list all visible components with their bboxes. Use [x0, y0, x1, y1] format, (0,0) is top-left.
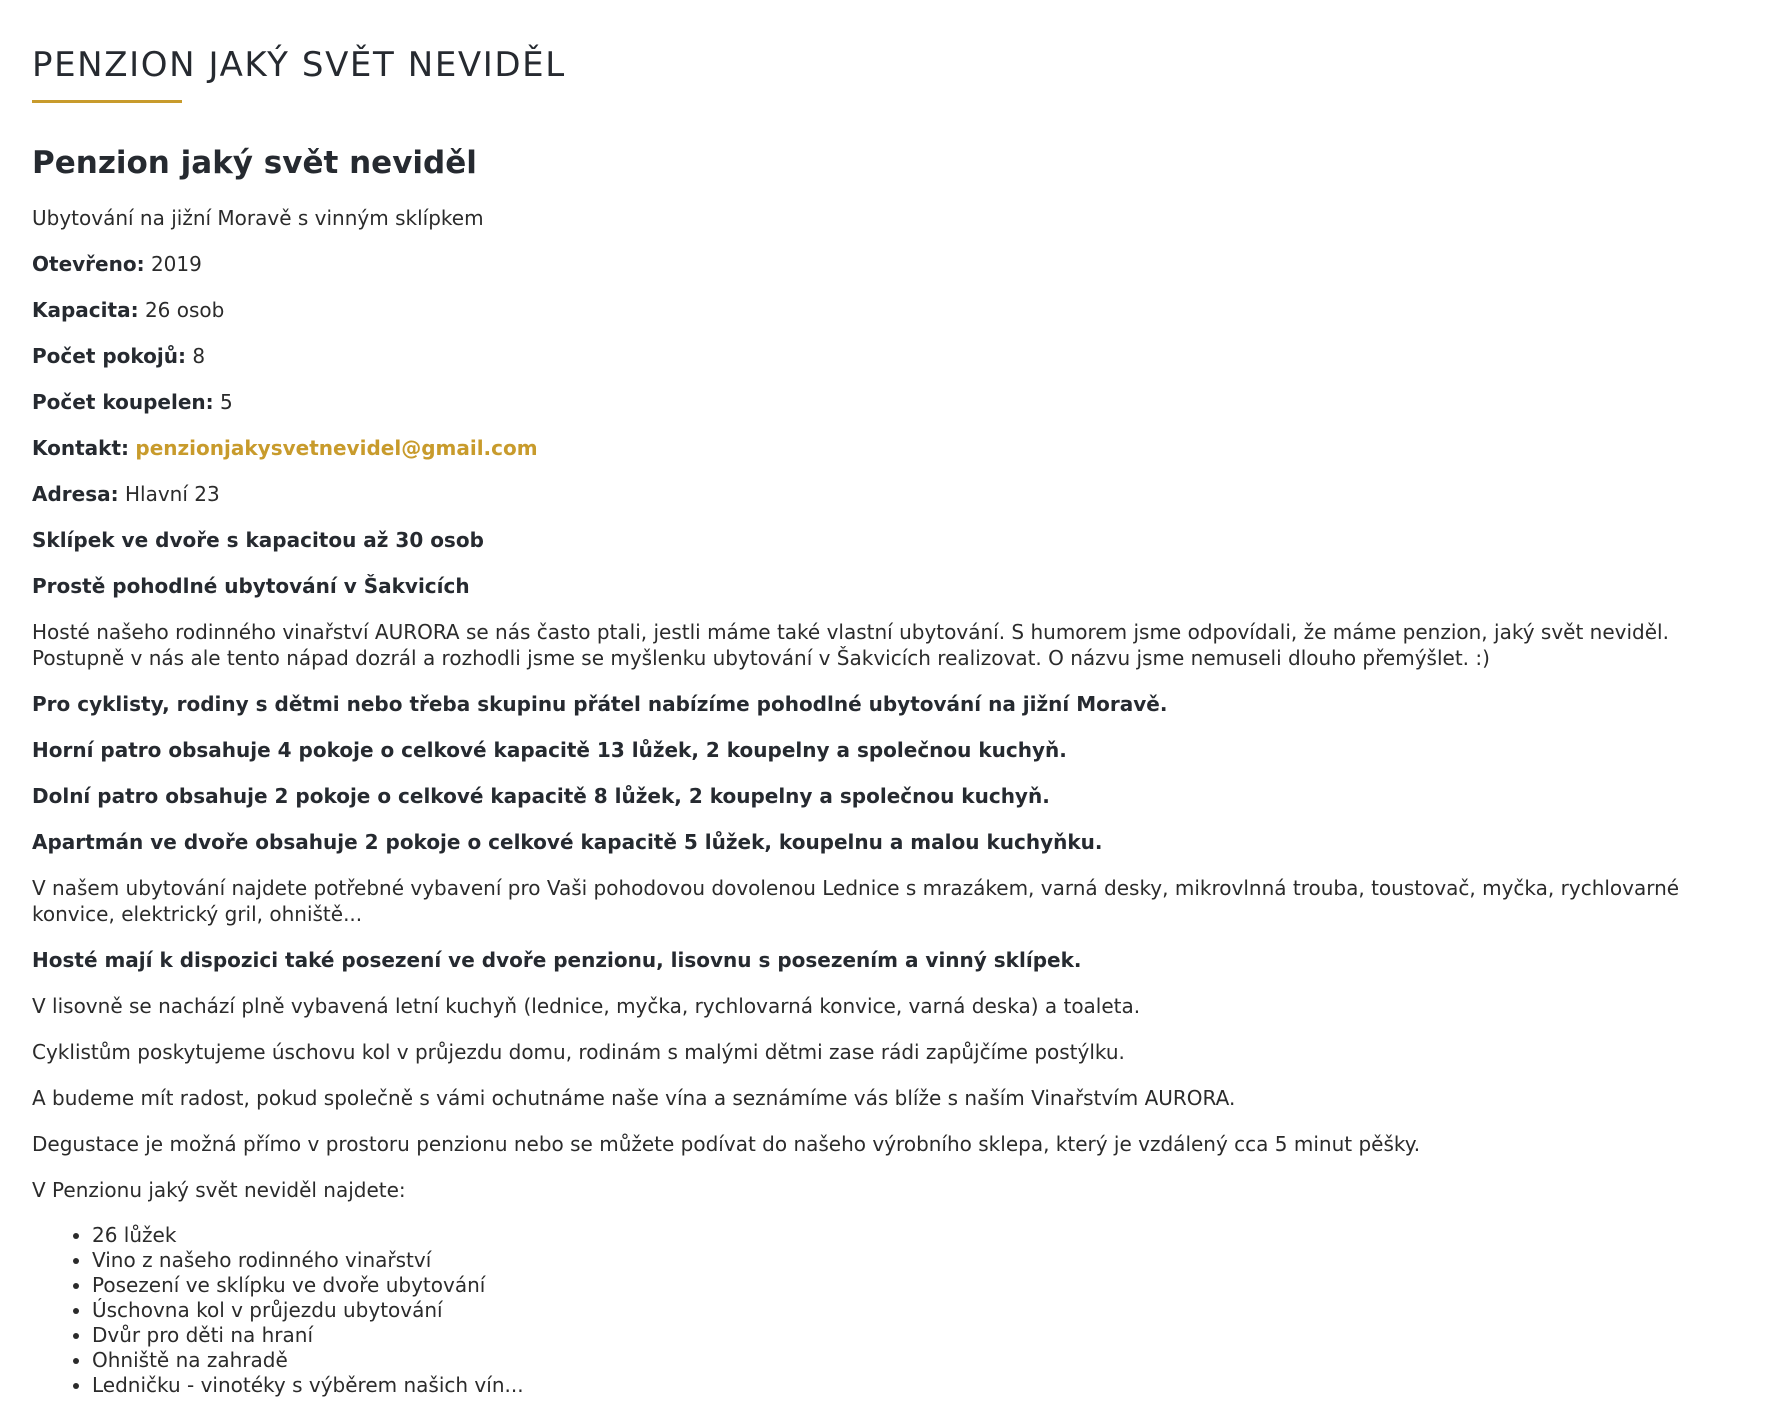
intro-paragraph: Hosté našeho rodinného vinařství AURORA se nás často ptali, jestli máme také vlastní ubytování. S humorem jsme odpovídali, že máme penzion, jaký svět neviděl. Postupně v nás ale tento nápad dozrál a rozhodli jsme se myšlenku ubytování v Šakvicích realizovat. O názvu jsme nemuseli dlouho přemýšlet. :)	[32, 620, 1669, 670]
fact-label: Počet koupelen:	[32, 390, 214, 414]
fact-bathrooms	[32, 389, 1752, 415]
guests-note: Hosté mají k dispozici také posezení ve dvoře penzionu, lisovnu s posezením a vinný sklípek.	[32, 948, 1082, 972]
address	[32, 481, 1752, 507]
press-room-paragraph: V lisovně se nachází plně vybavená letní kuchyň (lednice, myčka, rychlovarná konvice, varná deska) a toaleta.	[32, 994, 1141, 1018]
list-item: • Ohniště na zahradě	[92, 1348, 1732, 1373]
cellar-note: Sklípek ve dvoře s kapacitou až 30 osob	[32, 528, 484, 552]
upper-floor-line: Horní patro obsahuje 4 pokoje o celkové kapacitě 13 lůžek, 2 koupelny a společnou kuchyň.	[32, 738, 1067, 762]
fact-label: Počet pokojů:	[32, 344, 186, 368]
tasting-place-paragraph: Degustace je možná přímo v prostoru penzionu nebo se můžete podívat do našeho výrobního sklepa, který je vzdálený cca 5 minut pěšky.	[32, 1132, 1421, 1156]
offer-line: Pro cyklisty, rodiny s dětmi nebo třeba skupinu přátel nabízíme pohodlné ubytování na jižní Moravě.	[32, 692, 1168, 716]
cyclists-paragraph: Cyklistům poskytujeme úschovu kol v průjezdu domu, rodinám s malými dětmi zase rádi zapůjčíme postýlku.	[32, 1040, 1125, 1064]
address-value: Hlavní 23	[124, 482, 220, 506]
contact-label: Kontakt:	[32, 436, 130, 460]
apartment-line: Apartmán ve dvoře obsahuje 2 pokoje o celkové kapacitě 5 lůžek, koupelnu a malou kuchyňku.	[32, 830, 1103, 854]
page-heading: Penzion jaký svět neviděl	[32, 145, 477, 181]
lower-floor-line: Dolní patro obsahuje 2 pokoje o celkové kapacitě 8 lůžek, 2 koupelny a společnou kuchyň.	[32, 784, 1050, 808]
list-item: • Úschovna kol v průjezdu ubytování	[92, 1298, 1732, 1323]
fact-capacity	[32, 297, 1752, 323]
equipment-paragraph: V našem ubytování najdete potřebné vybavení pro Vaši pohodovou dovolenou Lednice s mrazákem, varná desky, mikrovlnná trouba, toustovač, myčka, rychlovarné konvice, elektrický gril, ohniště...	[32, 876, 1680, 926]
list-item: • 26 lůžek	[92, 1223, 1732, 1248]
features-list	[32, 1223, 1732, 1398]
list-intro: V Penzionu jaký svět neviděl najdete:	[32, 1178, 406, 1202]
fact-value: 2019	[150, 252, 202, 276]
fact-value: 26 osob	[144, 298, 225, 322]
fact-opened	[32, 251, 1752, 277]
title-underline	[32, 100, 182, 103]
fact-value: 8	[192, 344, 206, 368]
tagline: Prostě pohodlné ubytování v Šakvicích	[32, 574, 470, 598]
fact-label: Otevřeno:	[32, 252, 145, 276]
list-item: • Vino z našeho rodinného vinařství	[92, 1248, 1732, 1273]
section-title: PENZION JAKÝ SVĚT NEVIDĚL	[32, 45, 566, 85]
list-item: • Posezení ve sklípku ve dvoře ubytování	[92, 1273, 1732, 1298]
contact-email-link[interactable]: penzionjakysvetnevidel@gmail.com	[135, 436, 538, 460]
fact-rooms	[32, 343, 1752, 369]
list-item: • Dvůr pro děti na hraní	[92, 1323, 1732, 1348]
subtitle: Ubytování na jižní Moravě s vinným sklípkem	[32, 206, 484, 230]
contact	[32, 435, 1752, 461]
list-item: • Ledničku - vinotéky s výběrem našich vín...	[92, 1373, 1732, 1398]
fact-value: 5	[219, 390, 233, 414]
tasting-joy-paragraph: A budeme mít radost, pokud společně s vámi ochutnáme naše vína a seznámíme vás blíže s naším Vinařstvím AURORA.	[32, 1086, 1236, 1110]
fact-label: Kapacita:	[32, 298, 139, 322]
address-label: Adresa:	[32, 482, 119, 506]
